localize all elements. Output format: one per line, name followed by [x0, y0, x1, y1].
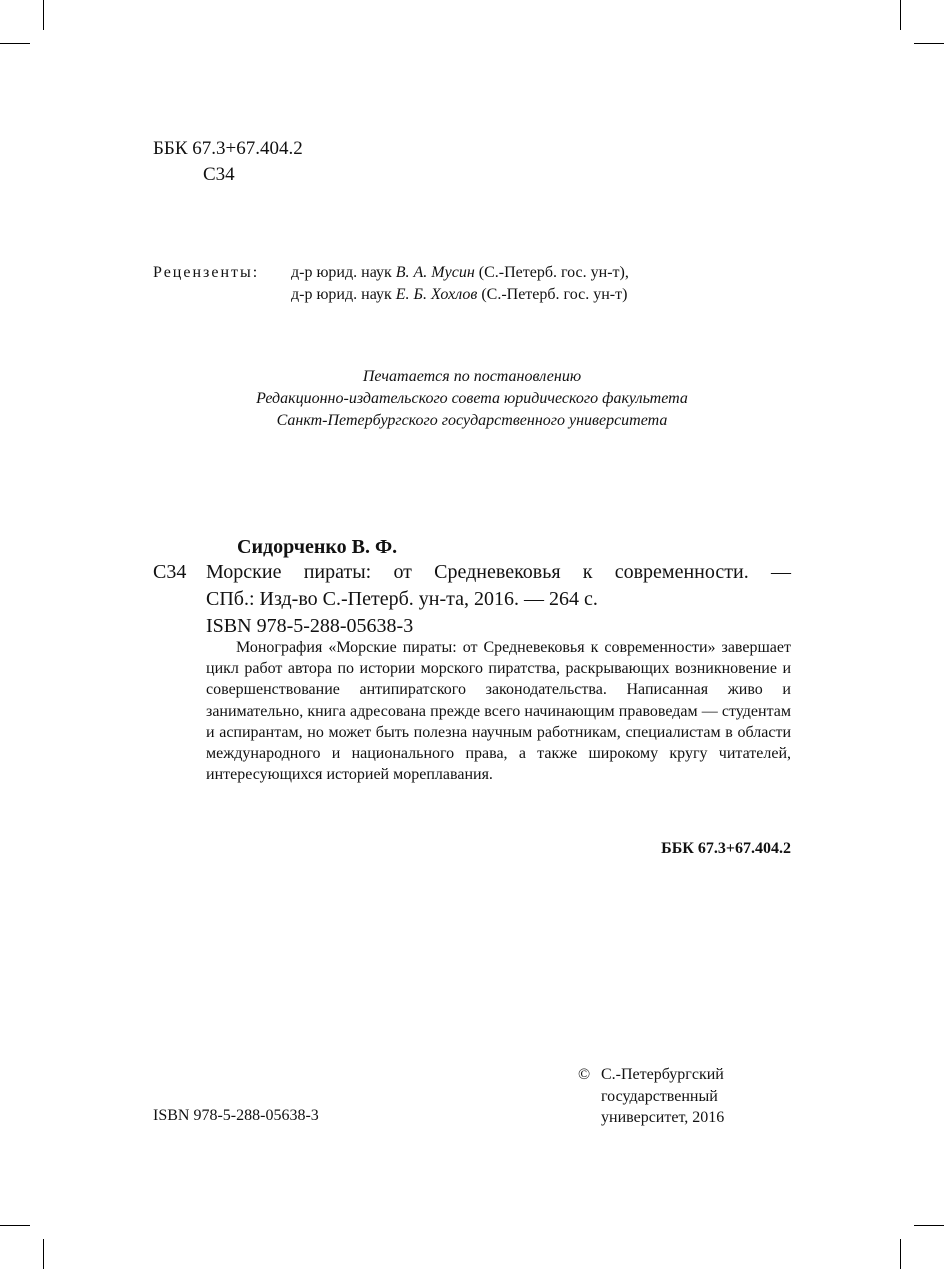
crop-mark-bottom-left-vertical — [43, 1239, 44, 1269]
book-title-line — [206, 559, 791, 586]
reviewers-label: Рецензенты: — [153, 264, 260, 281]
crop-mark-top-left-horizontal — [0, 43, 30, 44]
isbn-line: ISBN 978-5-288-05638-3 — [206, 615, 414, 637]
crop-mark-top-right-horizontal — [914, 43, 944, 44]
copyright-line: университет, 2016 — [601, 1109, 725, 1126]
crop-mark-bottom-right-horizontal — [914, 1225, 944, 1226]
approval-line: Печатается по постановлению — [362, 368, 582, 385]
author-mark: С34 — [203, 164, 235, 185]
copyright-icon: © — [578, 1066, 591, 1083]
title-word: — — [770, 561, 791, 583]
title-word: современности. — [614, 561, 749, 583]
title-word: Средневековья — [434, 561, 561, 583]
annotation-paragraph: Монография «Морские пираты: от Средневековья к современности» завершает цикл работ автора по истории морского пиратства, раскрывающих возникновение и совершенствование антипиратского законодательства. Написанная живо и занимательно, книга адресована прежде всего начинающим правоведам — студентам и аспирантам, но может быть полезна научным работникам, специалистам в области международного и национального права, а также широкому кругу читателей, интересующихся историей мореплавания. — [206, 639, 791, 784]
title-word: Морские — [206, 561, 282, 583]
copyright-holder — [601, 1064, 724, 1129]
bbk-index: ББК 67.3+67.404.2 — [153, 138, 303, 159]
bbk-header — [153, 136, 303, 188]
catalog-entry-body — [206, 559, 791, 640]
reviewer-name: В. А. Мусин — [395, 264, 475, 281]
author-name: Сидорченко В. Ф. — [237, 536, 398, 558]
copyright-notice — [578, 1064, 724, 1129]
reviewer-row — [153, 284, 629, 306]
reviewer-entry — [291, 284, 627, 306]
publication-approval — [153, 366, 791, 432]
title-word: от — [393, 561, 412, 583]
reviewer-entry — [291, 262, 629, 284]
reviewer-affiliation: (С.-Петерб. гос. ун-т) — [481, 286, 628, 303]
crop-mark-top-right-vertical — [900, 0, 901, 30]
catalog-code: С34 — [153, 561, 187, 583]
bbk-footer: ББК 67.3+67.404.2 — [661, 840, 791, 857]
reviewer-degree: д-р юрид. наук — [291, 286, 392, 303]
copyright-line: С.-Петербургский — [601, 1066, 724, 1083]
imprint-line: СПб.: Изд-во С.-Петерб. ун-та, 2016. — 264 с. — [206, 588, 598, 610]
reviewer-name: Е. Б. Хохлов — [395, 286, 478, 303]
title-word: к — [582, 561, 593, 583]
approval-line: Редакционно-издательского совета юридического факультета — [256, 390, 688, 407]
title-word: пираты: — [303, 561, 372, 583]
crop-mark-bottom-left-horizontal — [0, 1225, 30, 1226]
crop-mark-top-left-vertical — [43, 0, 44, 30]
reviewer-degree: д-р юрид. наук — [291, 264, 392, 281]
reviewers-section — [153, 262, 629, 306]
reviewer-affiliation: (С.-Петерб. гос. ун-т), — [478, 264, 629, 281]
catalog-entry — [153, 559, 791, 640]
isbn-footer: ISBN 978-5-288-05638-3 — [153, 1107, 319, 1124]
reviewer-row — [153, 262, 629, 284]
copyright-line: государственный — [601, 1087, 718, 1105]
approval-line: Санкт-Петербургского государственного университета — [276, 412, 668, 429]
crop-mark-bottom-right-vertical — [900, 1239, 901, 1269]
